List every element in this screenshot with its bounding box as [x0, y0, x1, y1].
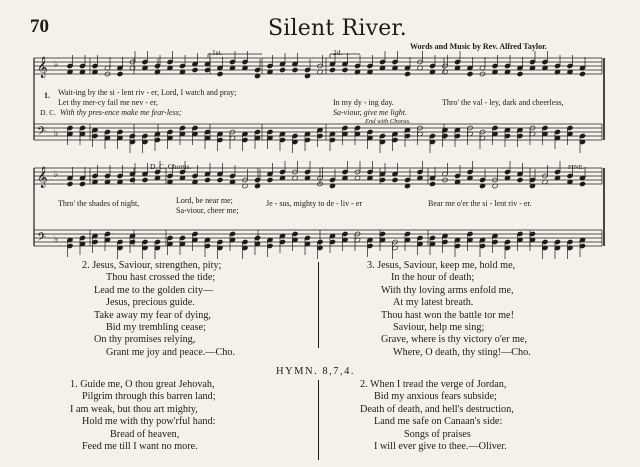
column-divider — [318, 262, 319, 348]
svg-text:𝄞: 𝄞 — [37, 57, 48, 78]
verse-number: 1. — [44, 91, 50, 100]
verse-line: 2. Jesus, Saviour, strengthen, pity; — [82, 260, 222, 271]
lyric-line: Sa-viour, cheer me; — [176, 206, 239, 215]
hymn-stanza-2 — [360, 379, 514, 453]
verse-line: At my latest breath. — [393, 297, 474, 309]
verse-line: Saviour, help me sing; — [393, 322, 485, 334]
verse-line: 1. Guide me, O thou great Jehovah, — [70, 379, 215, 390]
verse-line: Where, O death, thy sting!—Cho. — [393, 346, 531, 358]
page-number: 70 — [30, 16, 49, 37]
lyric-line: Thro' the shades of night, — [58, 199, 140, 208]
lyric-line: In my dy - ing day. — [333, 98, 394, 107]
verse-line: Songs of praises — [404, 428, 471, 440]
verse-line: With thy loving arms enfold me, — [381, 284, 514, 296]
svg-text:𝄢: 𝄢 — [37, 125, 47, 141]
chorus-label: D. C. Chorus. — [150, 162, 192, 171]
dc-mark: D. C. — [40, 108, 57, 117]
verse-line: Death of death, and hell's destruction, — [360, 403, 514, 415]
svg-text:♭: ♭ — [54, 235, 59, 245]
verse-line: 3. Jesus, Saviour, keep me, hold me, — [367, 260, 516, 271]
second-ending-label: 2d. — [333, 48, 343, 57]
svg-text:♭: ♭ — [54, 129, 59, 139]
lyric-line: Sa-viour, give me light. — [333, 108, 407, 117]
hymn-stanza-1 — [70, 379, 216, 453]
verse-3 — [367, 260, 531, 359]
verse-line: I will ever give to thee.—Oliver. — [374, 441, 507, 453]
verse-line: Pilgrim through this barren land; — [82, 391, 216, 403]
verse-line: I am weak, but thou art mighty, — [70, 403, 198, 415]
first-ending-label: 1st. — [212, 48, 223, 57]
lyric-line: Wait-ing by the si - lent riv - er, Lord, I watch and pray; — [58, 88, 237, 97]
hymn-heading: HYMN. 8,7,4. — [276, 366, 355, 377]
verse-line: Grant me joy and peace.—Cho. — [106, 346, 236, 358]
verse-line: Bid my anxious fears subside; — [374, 391, 497, 403]
song-credit: Words and Music by Rev. Alfred Taylor. — [410, 42, 547, 51]
verse-line: Grave, where is thy victory o'er me, — [381, 334, 528, 346]
lyric-line: Je - sus, mighty to de - liv - er — [266, 199, 362, 208]
svg-text:♭: ♭ — [54, 170, 59, 180]
verse-line: 2. When I tread the verge of Jordan, — [360, 379, 507, 390]
verse-line: Feed me till I want no more. — [82, 441, 198, 453]
lyric-line: Thro' the val - ley, dark and cheerless, — [442, 98, 564, 107]
column-divider — [318, 380, 319, 460]
verse-line: Thou hast won the battle tor me! — [381, 309, 514, 321]
verse-line: Bid my trembling cease; — [106, 322, 206, 334]
lyric-line: With thy pres-ence make me fear-less; — [60, 108, 182, 117]
verse-line: Thou hast crossed the tide; — [106, 272, 216, 284]
svg-text:𝄢: 𝄢 — [37, 231, 47, 247]
verse-line: Land me safe on Canaan's side: — [374, 416, 503, 428]
verse-line: Take away my fear of dying, — [94, 309, 211, 321]
svg-text:♭: ♭ — [54, 60, 59, 70]
verse-line: Hold me with thy pow'rful hand: — [82, 416, 216, 428]
lyric-line: Lord, be near me; — [176, 196, 233, 205]
lyric-line: Bear me o'er the si - lent riv - er. — [428, 199, 532, 208]
verse-line: Jesus, precious guide. — [106, 297, 195, 309]
svg-text:𝄞: 𝄞 — [37, 167, 48, 188]
verse-line: On thy promises relying, — [94, 334, 196, 346]
verse-line: Bread of heaven, — [110, 428, 180, 440]
fine-label: FINE. — [568, 164, 585, 171]
end-with-chorus-label: End with Chorus. — [365, 118, 411, 125]
verse-line: Lead me to the golden city— — [94, 284, 214, 296]
verse-line: In the hour of death; — [391, 272, 475, 284]
verse-2 — [82, 260, 235, 359]
page-title: Silent River. — [268, 16, 407, 41]
lyric-line: Let thy mer-cy fail me nev - er, — [58, 98, 158, 107]
